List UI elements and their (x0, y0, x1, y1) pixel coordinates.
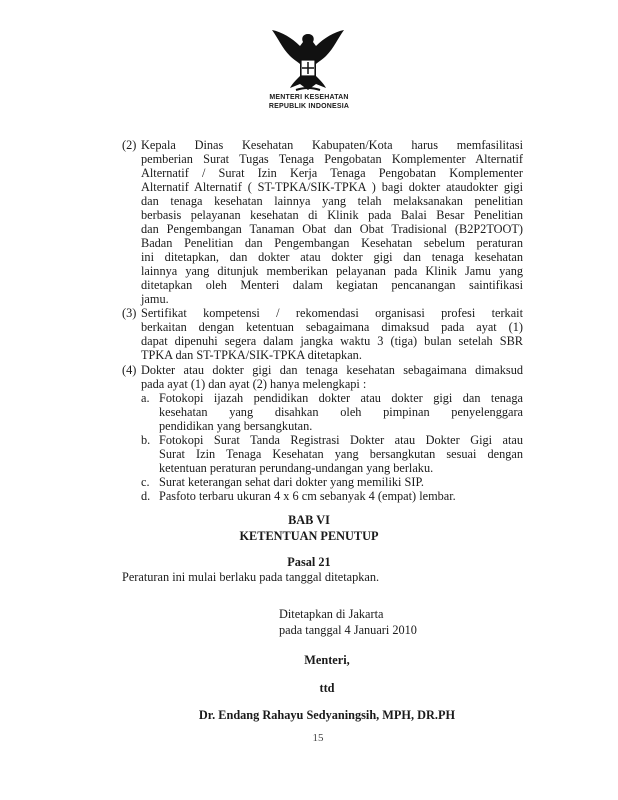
subitem-a (159, 391, 523, 433)
item-3-number: (3) (122, 306, 137, 320)
garuda-emblem (270, 28, 346, 94)
item-2-text (141, 138, 523, 306)
item-4-text (141, 363, 523, 391)
text-line: Badan Penelitian dan Pengembangan Kesehatan sebelum peraturan (141, 236, 523, 250)
text-line: lainnya yang ditunjuk memberikan pelayanan pada Klinik Jamu yang (141, 264, 523, 278)
subitem-b-letter: b. (141, 433, 151, 447)
signature-ttd: ttd (319, 681, 335, 695)
text-line: Fotokopi ijazah pendidikan dokter atau dokter gigi dan tenaga (159, 391, 523, 405)
text-line: Alternatif / Surat Izin Kerja Tenaga Pengobatan Komplementer (141, 166, 523, 180)
text-line: Fotokopi Surat Tanda Registrasi Dokter atau Dokter Gigi atau (159, 433, 523, 447)
subitem-d-letter: d. (141, 489, 151, 503)
text-line: Alternatif Alternatif ( ST-TPKA/SIK-TPKA ) bagi dokter ataudokter gigi (141, 180, 523, 194)
text-line: Dokter atau dokter gigi dan tenaga kesehatan sebagaimana dimaksud (141, 363, 523, 377)
text-line: dapat dipenuhi segera dalam jangka waktu 3 (tiga) bulan setelah SBR (141, 334, 523, 348)
subitem-b (159, 433, 523, 475)
article-text: Peraturan ini mulai berlaku pada tanggal ditetapkan. (122, 570, 380, 584)
header-line-1: MENTERI KESEHATAN (269, 94, 349, 101)
text-line: pendidikan yang bersangkutan. (159, 419, 313, 433)
text-line: berkaitan dengan ketentuan sebagaimana dimaksud pada ayat (1) (141, 320, 523, 334)
chapter-title: KETENTUAN PENUTUP (239, 529, 379, 543)
text-line: Pasfoto terbaru ukuran 4 x 6 cm sebanyak 4 (empat) lembar. (159, 489, 456, 503)
header-line-2: REPUBLIK INDONESIA (268, 103, 350, 110)
text-line: Surat keterangan sehat dari dokter yang memiliki SIP. (159, 475, 425, 489)
signature-role: Menteri, (304, 653, 350, 667)
text-line: ditetapkan oleh Menteri dalam kegiatan pencanangan saintifikasi (141, 278, 523, 292)
item-3-text (141, 306, 523, 362)
text-line: ini ditetapkan, dan dokter atau dokter gigi dan tenaga kesehatan (141, 250, 523, 264)
signature-place: Ditetapkan di Jakarta (279, 607, 384, 621)
text-line: Surat Izin Tenaga Kesehatan yang bersangkutan sesuai dengan (159, 447, 523, 461)
subitem-d (159, 489, 523, 503)
text-line: berbasis pelayanan kesehatan di Klinik pada Balai Besar Penelitian (141, 208, 523, 222)
text-line: TPKA dan ST-TPKA/SIK-TPKA ditetapkan. (141, 348, 362, 362)
text-line: pada ayat (1) dan ayat (2) hanya melengkapi : (141, 377, 367, 391)
chapter-number: BAB VI (288, 513, 330, 527)
item-2-number: (2) (122, 138, 137, 152)
page-number: 15 (312, 732, 324, 744)
subitem-a-letter: a. (141, 391, 150, 405)
text-line: dan Pengembangan Tanaman Obat dan Obat Tradisional (B2P2TOOT) (141, 222, 523, 236)
text-line: kesehatan yang disahkan oleh pimpinan penyelenggara (159, 405, 523, 419)
subitem-c-letter: c. (141, 475, 150, 489)
text-line: dan tenaga kesehatan lainnya yang telah melaksanakan penelitian (141, 194, 523, 208)
signature-date: pada tanggal 4 Januari 2010 (279, 623, 417, 637)
text-line: Sertifikat kompetensi / rekomendasi organisasi profesi terkait (141, 306, 523, 320)
text-line: ketentuan peraturan perundang-undangan yang berlaku. (159, 461, 434, 475)
subitem-c (159, 475, 523, 489)
text-line: pemberian Surat Tugas Tenaga Pengobatan Komplementer Alternatif (141, 152, 523, 166)
signature-name: Dr. Endang Rahayu Sedyaningsih, MPH, DR.PH (198, 708, 456, 722)
text-line: jamu. (141, 292, 169, 306)
article-heading: Pasal 21 (287, 555, 331, 569)
text-line: Kepala Dinas Kesehatan Kabupaten/Kota harus memfasilitasi (141, 138, 523, 152)
item-4-number: (4) (122, 363, 137, 377)
